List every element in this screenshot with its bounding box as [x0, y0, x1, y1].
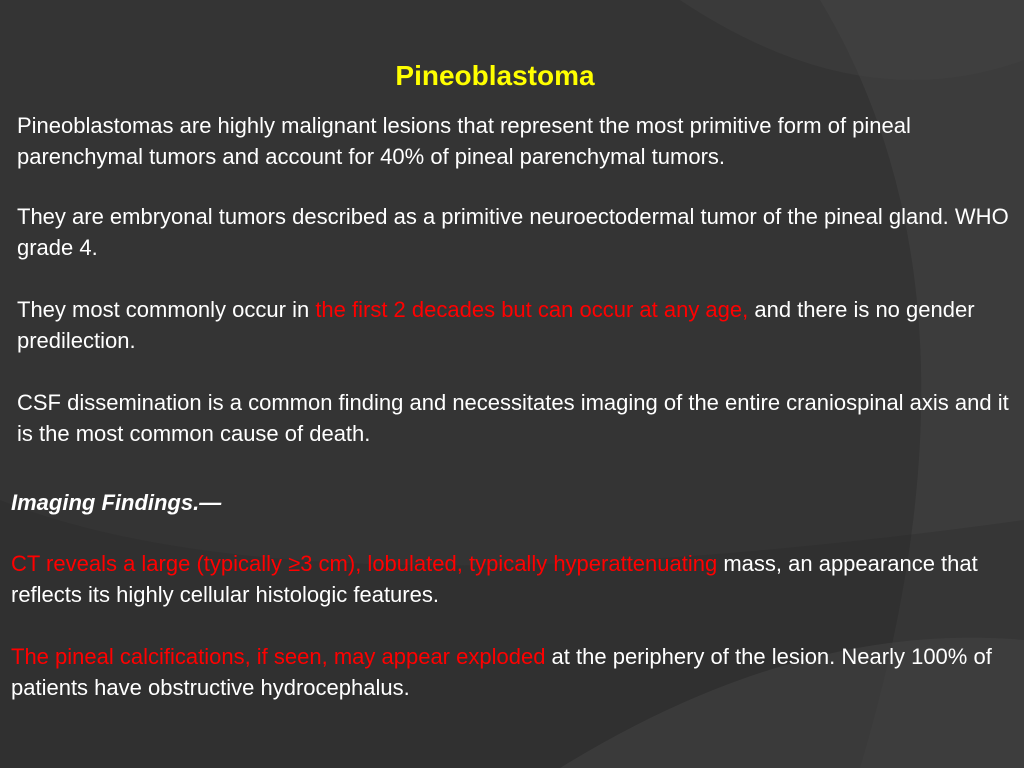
- imaging-findings-heading: Imaging Findings.—: [11, 490, 222, 515]
- paragraph-age-highlight: the first 2 decades but can occur at any age,: [315, 297, 749, 322]
- paragraph-embryonal: [17, 201, 1017, 263]
- paragraph-definition-text: Pineoblastomas are highly malignant lesions that represent the most primitive form of pineal parenchymal tumors and account for 40% of pineal parenchymal tumors.: [17, 113, 911, 169]
- paragraph-calcifications: [11, 641, 1016, 703]
- paragraph-age: [17, 294, 1017, 356]
- paragraph-ct: [11, 548, 1016, 610]
- paragraph-definition: [17, 110, 1017, 172]
- paragraph-calcifications-highlight: The pineal calcifications, if seen, may appear exploded: [11, 644, 546, 669]
- slide-title: Pineoblastoma: [395, 60, 595, 91]
- paragraph-age-before: They most commonly occur in: [17, 297, 316, 322]
- paragraph-csf-text: CSF dissemination is a common finding and necessitates imaging of the entire craniospinal axis and it is the most common cause of death.: [17, 390, 1009, 446]
- paragraph-ct-highlight: CT reveals a large (typically ≥3 cm), lobulated, typically hyperattenuating: [11, 551, 718, 576]
- paragraph-csf: [17, 387, 1017, 449]
- paragraph-ct-after: mass, an appearance that reflects its highly cellular histologic features.: [11, 551, 978, 607]
- paragraph-embryonal-text: They are embryonal tumors described as a primitive neuroectodermal tumor of the pineal gland. WHO grade 4.: [17, 204, 1009, 260]
- paragraph-age-after: and there is no gender predilection.: [17, 297, 975, 353]
- paragraph-calcifications-after: at the periphery of the lesion. Nearly 100% of patients have obstructive hydrocephalus.: [11, 644, 992, 700]
